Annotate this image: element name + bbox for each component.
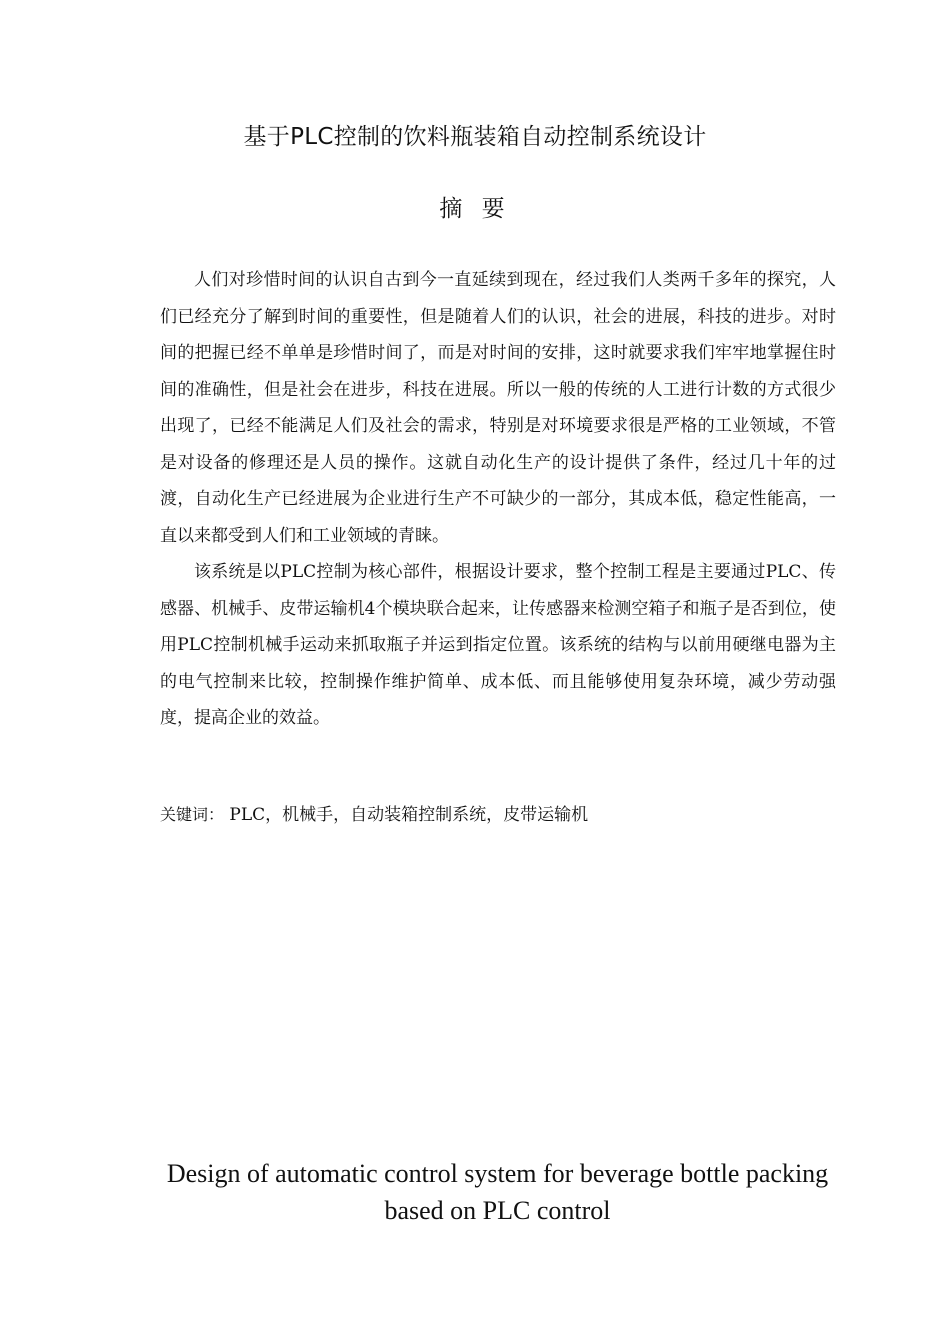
keywords-text: PLC，机械手，自动装箱控制系统，皮带运输机 (229, 805, 589, 825)
abstract-paragraph-1: 人们对珍惜时间的认识自古到今一直延续到现在，经过我们人类两千多年的探究，人们已经充分了解到时间的重要性，但是随着人们的认识，社会的进展，科技的进步。对时间的把握已经不单单是珍惜时间了，而是对时间的安排，这时就要求我们牢牢地掌握住时间的准确性，但是社会在进步，科技在进展。所以一般的传统的人工进行计数的方式很少出现了，已经不能满足人们及社会的需求，特别是对环境要求很是严格的工业领域，不管是对设备的修理还是人员的操作。这就自动化生产的设计提供了条件，经过几十年的过渡，自动化生产已经进展为企业进行生产不可缺少的一部分，其成本低，稳定性能高，一直以来都受到人们和工业领域的青睐。 (160, 270, 836, 546)
document-title: 基于PLC控制的饮料瓶装箱自动控制系统设计 (243, 124, 707, 150)
english-title: Design of automatic control system for beverage bottle packing based on PLC control (166, 1159, 829, 1225)
keywords-line (160, 800, 836, 830)
abstract-paragraph-2: 该系统是以PLC控制为核心部件，根据设计要求，整个控制工程是主要通过PLC、传感器、机械手、皮带运输机4个模块联合起来，让传感器来检测空箱子和瓶子是否到位，使用PLC控制机械手运动来抓取瓶子并运到指定位置。该系统的结构与以前用硬继电器为主的电气控制来比较，控制操作维护简单、成本低、而且能够使用复杂环境，减少劳动强度，提高企业的效益。 (160, 562, 836, 728)
abstract-heading: 摘 要 (439, 196, 511, 222)
abstract-body (160, 262, 836, 737)
keywords-label: 关键词： (160, 805, 225, 824)
